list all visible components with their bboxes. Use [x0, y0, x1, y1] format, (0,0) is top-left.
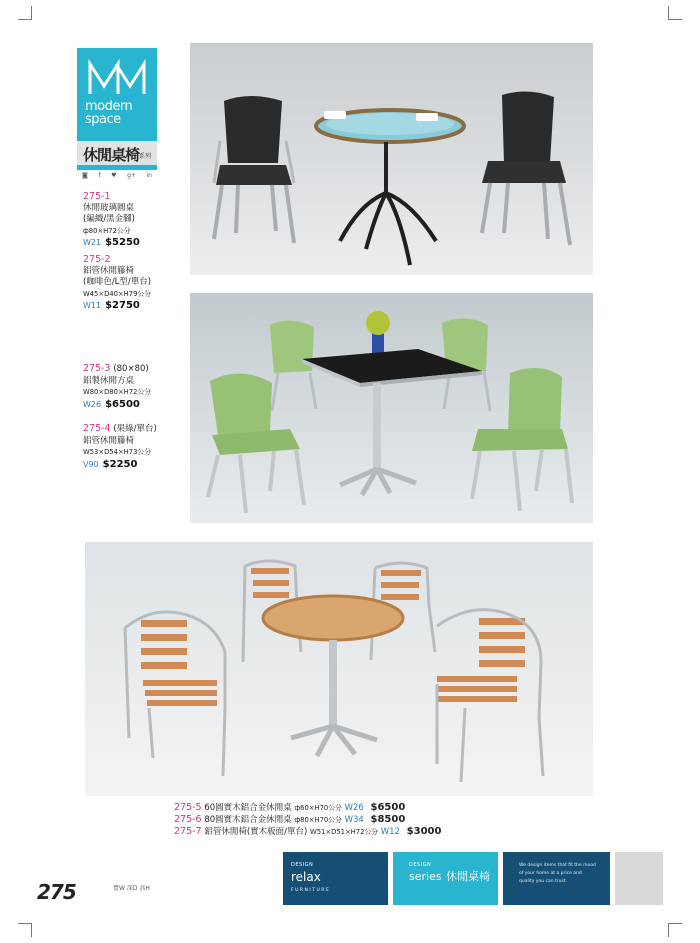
caption-code: 275-7: [174, 826, 202, 837]
footer-description-block: [503, 852, 610, 905]
product-275-4: [83, 423, 157, 471]
description-line: We design items that fit the mood: [519, 863, 596, 868]
relax-word: relax: [291, 870, 321, 884]
caption-name: 60圓實木鋁合金休閒桌: [204, 803, 292, 813]
caption-275-7: [174, 826, 441, 838]
product-model: V90: [83, 459, 99, 469]
product-size: W53×D54×H73公分: [83, 448, 151, 456]
photo-wood-table-set: [85, 542, 593, 796]
product-code: 275-2: [83, 254, 111, 265]
caption-code: 275-6: [174, 814, 202, 825]
caption-code: 275-5: [174, 802, 202, 813]
product-name: 休閒玻璃圓桌: [83, 202, 135, 213]
product-275-3: [83, 363, 151, 411]
caption-model: W26: [344, 803, 364, 813]
caption-price: $8500: [370, 814, 406, 825]
relax-design-label: DESIGN: [291, 862, 314, 868]
footer-series-block: [393, 852, 498, 905]
product-price: $6500: [105, 398, 140, 410]
series-bar: [77, 141, 157, 165]
product-model: W21: [83, 238, 102, 247]
series-word: series: [409, 870, 442, 883]
caption-275-5: [174, 802, 405, 814]
product-275-1: [83, 191, 140, 250]
product-desc: (咖啡色/L型/單台): [83, 277, 152, 287]
brand-name: [85, 100, 132, 126]
footer-grey-block: [615, 852, 663, 905]
product-code-note: (果綠/單台): [113, 424, 157, 434]
relax-furniture-label: FURNITURE: [291, 888, 331, 893]
product-name: 鋁製休閒方桌: [83, 375, 135, 386]
product-desc: (編織/黑金腳): [83, 214, 135, 224]
product-275-2: [83, 254, 151, 313]
product-price: $5250: [105, 237, 140, 248]
caption-model: W34: [344, 815, 364, 825]
brand-name-line1: modern: [85, 99, 133, 114]
facebook-icon[interactable]: f: [98, 172, 101, 179]
photo-glass-table-set: [190, 43, 593, 275]
page-number: 275: [37, 880, 76, 904]
photo-square-table-set: [190, 293, 593, 523]
caption-275-6: [174, 814, 405, 826]
product-model: W11: [83, 301, 102, 310]
modern-space-logo-icon: [86, 58, 148, 98]
brand-name-line2: space: [85, 112, 121, 127]
caption-model: W12: [380, 827, 400, 837]
caption-name: 鋁管休閒椅(實木板面/單台): [204, 827, 308, 837]
caption-size: W51×D51×H72公分: [310, 828, 379, 836]
description-line: of your home at a price and: [519, 871, 582, 876]
product-code-note: (80×80): [113, 364, 149, 374]
caption-price: $3000: [406, 826, 442, 837]
product-code: 275-4: [83, 423, 111, 434]
crop-mark-top-left: [18, 6, 32, 20]
crop-mark-top-right: [668, 6, 682, 20]
caption-size: ф80×H70公分: [294, 816, 342, 824]
square-table-set-illustration: [190, 293, 593, 523]
product-name: 鋁管休閒籐椅: [83, 265, 135, 276]
crop-mark-bottom-left: [18, 923, 32, 937]
series-design-label: DESIGN: [409, 862, 432, 868]
caption-price: $6500: [370, 802, 406, 813]
linkedin-icon[interactable]: in: [146, 172, 152, 179]
product-size: W80×D80×H72公分: [83, 388, 151, 396]
caption-name: 80圓實木鋁合金休閒桌: [204, 815, 292, 825]
product-size: ф80×H72公分: [83, 226, 131, 235]
dimension-legend: 寬W 深D 高H: [113, 885, 150, 892]
product-model: W26: [83, 399, 102, 409]
social-icons: [82, 172, 152, 179]
footer-relax-block: [283, 852, 388, 905]
description-line: quality you can trust.: [519, 879, 568, 884]
instagram-icon[interactable]: ◙: [82, 172, 88, 179]
wood-table-set-illustration: [85, 542, 593, 796]
series-category-title: 休閒桌椅: [446, 870, 490, 883]
product-size: W45×D40×H79公分: [83, 289, 151, 298]
crop-mark-bottom-right: [668, 923, 682, 937]
google-plus-icon[interactable]: g+: [127, 172, 136, 179]
caption-size: ф60×H70公分: [294, 804, 342, 812]
product-code: 275-1: [83, 191, 111, 202]
series-title: 休閒桌椅: [83, 146, 140, 164]
series-suffix: 系列: [139, 153, 152, 160]
product-code: 275-3: [83, 363, 111, 374]
heart-icon[interactable]: ♥: [111, 172, 117, 179]
product-name: 鋁管休閒籐椅: [83, 435, 135, 446]
glass-table-set-illustration: [190, 43, 593, 275]
product-price: $2750: [105, 300, 140, 311]
product-price: $2250: [102, 458, 138, 470]
